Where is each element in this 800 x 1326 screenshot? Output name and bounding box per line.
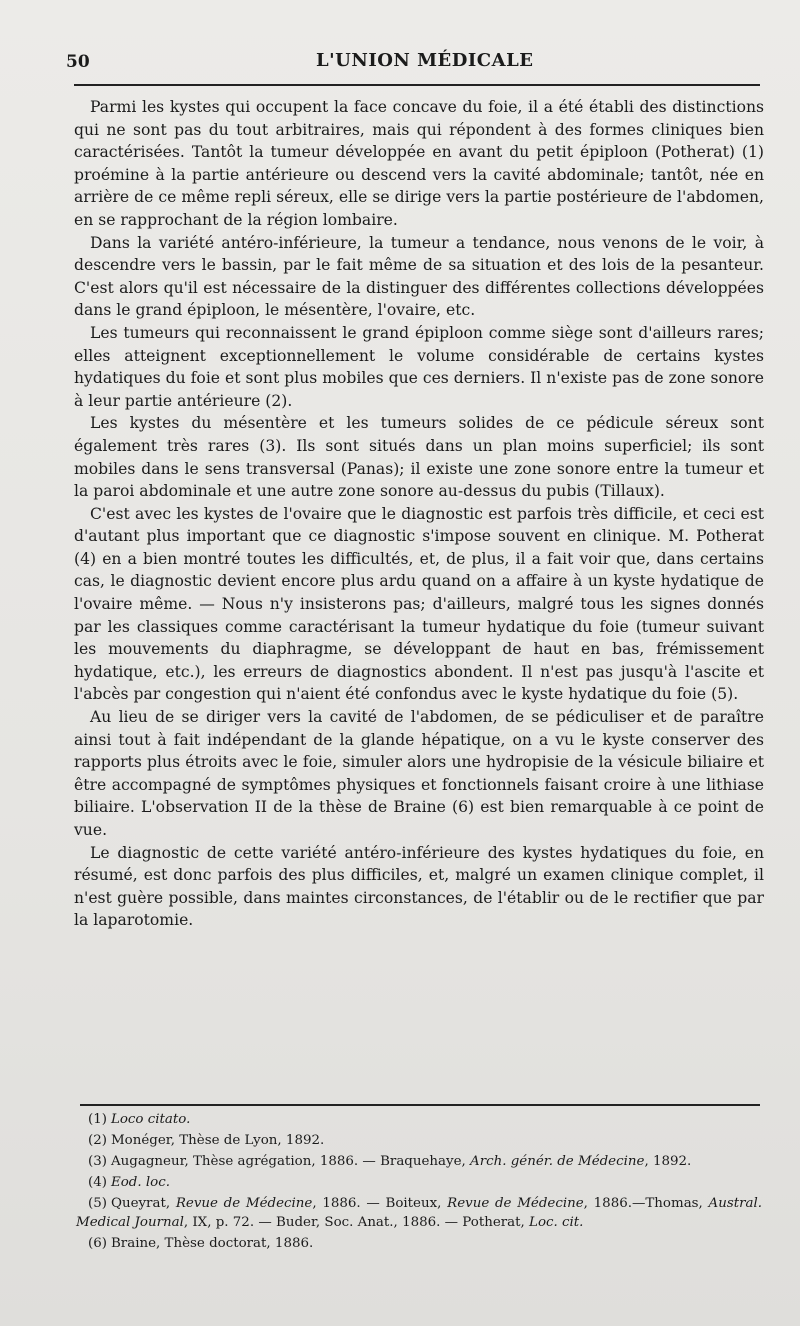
footnote-text: Monéger, Thèse de Lyon, 1892. — [110, 1133, 325, 1148]
footnote-rule — [80, 1104, 760, 1106]
footnote-number: (3) — [88, 1154, 107, 1169]
footnote-text: Queyrat, — [110, 1196, 176, 1211]
footnote-text: , 1886. — Boiteux, — [312, 1196, 448, 1211]
footnote-text: Braine, Thèse doctorat, 1886. — [110, 1236, 314, 1251]
footnote-text: Augagneur, Thèse agrégation, 1886. — Braquehaye, — [110, 1154, 471, 1169]
footnotes — [76, 1110, 762, 1255]
footnote-number: (2) — [88, 1133, 107, 1148]
footnote-number: (4) — [88, 1175, 107, 1190]
paragraph: Au lieu de se diriger vers la cavité de l'abdomen, de se pédiculiser et de paraître ainsi tout à fait indépendant de la glande hépatique, on a vu le kyste conserver des rapports plus étroits avec le foie, simuler alors une hydropisie de la vésicule biliaire et être accompagné de symptômes physiques et fonctionnels faisant croire à une lithiase biliaire. L'observation II de la thèse de Braine (6) est bien remarquable à ce point de vue. — [74, 708, 764, 839]
footnote — [76, 1173, 762, 1192]
footnote-italic-text: Austral. Medical Journal — [76, 1196, 763, 1230]
running-title: L'UNION MÉDICALE — [316, 50, 534, 71]
footnote-text: , IX, p. 72. — Buder, Soc. Anat., 1886. — Potherat, — [183, 1215, 530, 1230]
footnote-italic-text: Loc. cit. — [529, 1215, 584, 1230]
page-number: 50 — [66, 52, 90, 72]
footnote-italic-text: Loco citato. — [110, 1112, 191, 1127]
footnote — [76, 1234, 762, 1253]
footnote — [76, 1131, 762, 1150]
footnote — [76, 1194, 762, 1232]
footnote-number: (5) — [88, 1196, 107, 1211]
paragraph: Les tumeurs qui reconnaissent le grand épiploon comme siège sont d'ailleurs rares; elles atteignent exceptionnellement le volume considérable de certains kystes hydatiques du foie et sont plus mobiles que ces derniers. Il n'existe pas de zone sonore à leur partie antérieure (2). — [74, 323, 764, 410]
paragraph: Dans la variété antéro-inférieure, la tumeur a tendance, nous venons de le voir, à descendre vers le bassin, par le fait même de sa situation et des lois de la pesanteur. C'est alors qu'il est nécessaire de la distinguer des différentes collections développées dans le grand épiploon, le mésentère, l'ovaire, etc. — [74, 233, 764, 320]
body-text — [74, 96, 764, 932]
footnote-italic-text: Arch. génér. de Médecine — [470, 1154, 645, 1169]
footnote-number: (6) — [88, 1236, 107, 1251]
footnote — [76, 1152, 762, 1171]
footnote — [76, 1110, 762, 1129]
paragraph: Parmi les kystes qui occupent la face concave du foie, il a été établi des distinctions qui ne sont pas du tout arbitraires, mais qui répondent à des formes cliniques bien caractérisées. Tantôt la tumeur développée en avant du petit épiploon (Potherat) (1) proémine à la partie antérieure ou descend vers la cavité abdominale; tantôt, née en arrière de ce même repli séreux, elle se dirige vers la partie postérieure de l'abdomen, en se rapprochant de la région lombaire. — [74, 98, 764, 229]
paragraph: Les kystes du mésentère et les tumeurs solides de ce pédicule séreux sont également très rares (3). Ils sont situés dans un plan moins superficiel; ils sont mobiles dans le sens transversal (Panas); il existe une zone sonore entre la tumeur et la paroi abdominale et une autre zone sonore au-dessus du pubis (Tillaux). — [74, 414, 764, 501]
paragraph: C'est avec les kystes de l'ovaire que le diagnostic est parfois très difficile, et ceci est d'autant plus important que ce diagnostic s'impose souvent en clinique. M. Potherat (4) en a bien montré toutes les difficultés, et, de plus, il a fait voir que, dans certains cas, le diagnostic devient encore plus ardu quand on a affaire à un kyste hydatique de l'ovaire même. — Nous n'y insisterons pas; d'ailleurs, malgré tous les signes donnés par les classiques comme caractérisant la tumeur hydatique du foie (tumeur suivant les mouvements du diaphragme, se développant de haut en bas, frémissement hydatique, etc.), les erreurs de diagnostics abondent. Il n'est pas jusqu'à l'ascite et l'abcès par congestion qui n'aient été confondus avec le kyste hydatique du foie (5). — [74, 504, 764, 704]
footnote-italic-text: Revue de Médecine — [447, 1196, 584, 1211]
paragraph: Le diagnostic de cette variété antéro-inférieure des kystes hydatiques du foie, en résumé, est donc parfois des plus difficiles, et, malgré un examen clinique complet, il n'est guère possible, dans maintes circonstances, de l'établir ou de le rectifier que par la laparotomie. — [74, 843, 764, 930]
header-rule — [74, 84, 760, 86]
footnote-number: (1) — [88, 1112, 107, 1127]
footnote-italic-text: Eod. loc. — [110, 1175, 170, 1190]
page-header — [66, 48, 758, 80]
footnote-italic-text: Revue de Médecine — [175, 1196, 313, 1211]
footnote-text: , 1892. — [644, 1154, 692, 1169]
footnote-text: , 1886.—Thomas, — [583, 1196, 709, 1211]
